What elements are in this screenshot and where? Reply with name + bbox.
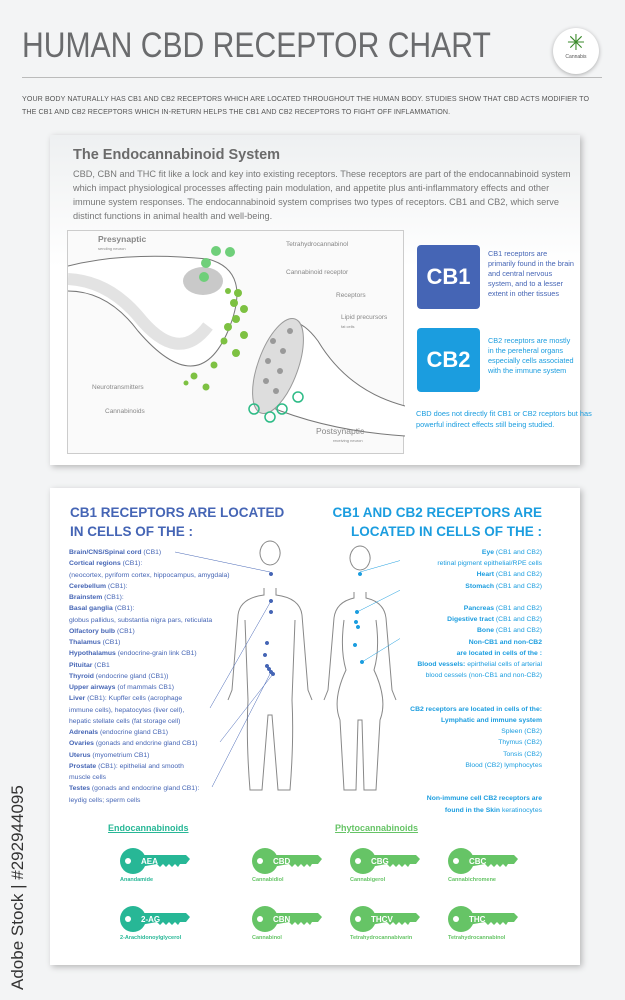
list-item: [360, 737, 542, 748]
cb2-description: CB2 receptors are mostly in the pereheral organs especially cells associated with the immune system: [488, 336, 574, 375]
spacer: [360, 681, 542, 692]
list-item: [360, 659, 542, 670]
list-item: [69, 772, 230, 783]
heading-line: CB1 RECEPTORS ARE LOCATED: [70, 505, 285, 520]
synapse-illustration: [68, 231, 405, 455]
list-item: [69, 581, 230, 592]
presynaptic-sublabel: sending neuron: [98, 246, 126, 251]
page-title: HUMAN CBD RECEPTOR CHART: [22, 26, 491, 65]
list-item: [69, 738, 230, 749]
list-item: [69, 693, 230, 704]
item-detail: (endocrine gland CB1): [98, 729, 168, 736]
list-item: [69, 558, 230, 569]
list-item: [360, 648, 542, 659]
key-name: Cannabigerol: [350, 877, 386, 883]
item-name: Digestive tract: [447, 616, 495, 624]
list-item: [360, 749, 542, 760]
item-detail: (CB1):: [112, 605, 135, 613]
item-name: Ovaries: [69, 740, 94, 748]
list-item: [360, 793, 542, 804]
key-item: [252, 906, 332, 941]
heading-line: IN CELLS OF THE :: [70, 524, 193, 539]
item-name: Cerebellum: [69, 582, 107, 590]
intro-text: YOUR BODY NATURALLY HAS CB1 AND CB2 RECEPTORS WHICH ARE LOCATED THROUGHOUT THE HUMAN BODY. STUDIES SHOW THAT CBD ACTS MODIFIER TO THE CB1 AND CB2 RECEPTORS WHICH IN-RETURN HELPS THE CB1 AND CB2 RECEPTORS TO FIGHT OFF INFLAMMATION.: [22, 94, 590, 116]
item-detail: (CB1 and CB2): [494, 549, 542, 556]
list-item: [69, 615, 230, 626]
list-item: [69, 570, 230, 581]
item-name: Cortical regions: [69, 560, 121, 568]
item-detail: (CB1 and CB2): [494, 616, 542, 624]
list-item: [360, 614, 542, 625]
receptors-label: Receptors: [336, 292, 366, 299]
item-name: Heart: [476, 571, 495, 579]
cb2-badge: CB2: [417, 328, 480, 392]
item-name: Thyroid: [69, 672, 94, 680]
neurotransmitters-label: Neurotransmitters: [92, 384, 144, 391]
item-detail: muscle cells: [69, 774, 107, 781]
cbd-note: CBD does not directly fit CB1 or CB2 rceptors but has powerful indirect effects still being studied.: [416, 409, 592, 429]
list-item: [69, 682, 230, 693]
list-item: [69, 671, 230, 682]
list-item: [69, 761, 230, 772]
item-detail: (CB1): epithelial and smooth: [96, 762, 184, 770]
item-name: Pancreas: [463, 605, 495, 612]
key-name: Tetrahydrocannabivarin: [350, 935, 413, 941]
lipid-sublabel: fat cells: [341, 324, 355, 329]
postsynaptic-sublabel: receiving neuron: [333, 438, 363, 443]
key-item: [448, 906, 528, 941]
item-name: Non-immune cell CB2 receptors are: [426, 795, 542, 803]
key-item: [448, 848, 528, 883]
item-name: Uterus: [69, 751, 91, 759]
key-icon: [252, 848, 324, 874]
cb1-location-heading: [70, 503, 284, 541]
item-name: Lymphatic and immune system: [441, 717, 542, 724]
item-detail: (CB1: [92, 661, 110, 669]
key-item: [252, 848, 332, 883]
item-detail: Tonsis (CB2): [503, 750, 542, 758]
list-item: [69, 547, 230, 558]
key-icon: [350, 848, 422, 874]
item-name: found in the Skin: [444, 806, 501, 814]
key-name: Anandamide: [120, 877, 154, 883]
cannabinoids-label: Cannabinoids: [105, 408, 145, 415]
list-item: [69, 795, 230, 806]
item-detail: (CB1): [141, 549, 162, 556]
cb1-cb2-location-list: [360, 547, 542, 816]
list-item: [360, 704, 542, 715]
list-item: [69, 603, 230, 614]
item-detail: (gonads and endcrine gland CB1): [93, 740, 198, 748]
spacer: [360, 771, 542, 782]
section-body: CBD, CBN and THC fit like a lock and key into existing receptors. These receptors are part of the endocannabinoid system which impact physiological processes affecting pain modulation, and appetite plus anti-inflammatory effects and other immune system responses. The endocannabinoid system comprises two types of receptors. CB1 and CB2, which serve distinct functions in animal health and well-being.: [73, 169, 571, 221]
key-item: [350, 906, 430, 941]
item-detail: globus pallidus, substantia nigra pars, reticulata: [69, 616, 213, 624]
item-detail: (CB1):: [120, 560, 143, 568]
item-name: Upper airways: [69, 684, 116, 691]
spacer: [360, 592, 542, 603]
list-item: [360, 558, 542, 569]
key-abbr: CBG: [371, 857, 389, 866]
section-title: The Endocannabinoid System: [73, 147, 281, 163]
item-detail: (CB1 and CB2): [494, 627, 542, 635]
divider: [22, 77, 602, 78]
item-detail: (neocortex, pyriform cortex, hippocampus, amygdala): [69, 571, 230, 579]
key-abbr: 2-AG: [141, 915, 161, 924]
key-icon: [448, 906, 520, 932]
item-name: Olfactory bulb: [69, 627, 116, 635]
heading-line: LOCATED IN CELLS OF THE :: [351, 524, 542, 539]
list-item: [69, 637, 230, 648]
phytocannabinoids-title: Phytocannabinoids: [335, 823, 419, 833]
list-item: [360, 760, 542, 771]
thc-label: Tetrahydrocannabinol: [286, 241, 349, 248]
key-icon: [120, 906, 192, 932]
endocannabinoids-title: Endocannabinoids: [108, 823, 189, 833]
item-name: Brainstem: [69, 594, 103, 601]
item-name: Eye: [481, 549, 495, 556]
key-item: [120, 906, 200, 941]
key-name: Tetrahydrocannabinol: [448, 935, 506, 941]
item-name: Hypothalamus: [69, 650, 116, 658]
item-detail: (myometrium CB1): [90, 751, 150, 759]
key-name: Cannabichromene: [448, 877, 496, 883]
item-name: Liver: [69, 695, 86, 703]
key-abbr: THC: [469, 915, 486, 924]
list-item: [360, 637, 542, 648]
list-item: [69, 660, 230, 671]
item-name: Non-CB1 and non-CB2: [468, 638, 542, 646]
item-name: Testes: [69, 785, 91, 793]
item-name: Blood vessels:: [417, 661, 466, 669]
item-detail: (CB1 and CB2): [494, 605, 542, 612]
item-detail: immune cells), hepatocytes (liver cell),: [69, 706, 185, 714]
cb1-description: CB1 receptors are primarily found in the brain and central nervous system, and to a lesser extent in other tissues: [488, 249, 574, 298]
item-detail: (CB1):: [106, 582, 128, 590]
list-item: [69, 648, 230, 659]
item-name: Brain/CNS/Spinal cord: [69, 549, 142, 556]
presynaptic-label: Presynaptic: [98, 234, 147, 244]
list-item: [69, 705, 230, 716]
watermark: Adobe Stock | #292944095: [8, 785, 27, 990]
item-detail: retinal pigment epithelial/RPE cells: [437, 560, 542, 568]
cannabinoid-receptor-label: Cannabinoid receptor: [286, 269, 349, 276]
item-detail: blood cessels (non-CB1 and non-CB2): [425, 672, 542, 680]
cb1-location-list: [69, 547, 230, 806]
list-item: [360, 715, 542, 726]
item-name: Bone: [477, 627, 495, 635]
list-item: [69, 626, 230, 637]
item-name: Stomach: [465, 582, 495, 590]
item-detail: (endocrine gland (CB1)): [93, 672, 169, 680]
key-name: Cannabidiol: [252, 877, 284, 883]
item-detail: (endocrine-grain link CB1): [115, 650, 197, 658]
synapse-diagram: [67, 230, 404, 454]
item-detail: epirthelial cells of arterial: [465, 661, 542, 669]
item-name: Pituitar: [69, 661, 93, 669]
key-name: Cannabinol: [252, 935, 282, 941]
list-item: [69, 727, 230, 738]
item-name: are located in cells of the :: [456, 649, 542, 657]
item-detail: (gonads and endocrine gland CB1):: [90, 785, 200, 793]
item-detail: (CB1): [115, 627, 135, 635]
item-detail: Blood (CB2) lymphocytes: [465, 761, 542, 769]
item-detail: (CB1 and CB2): [494, 582, 542, 590]
list-item: [360, 603, 542, 614]
item-detail: (of mammals CB1): [115, 684, 175, 691]
key-abbr: CBN: [273, 915, 291, 924]
list-item: [360, 625, 542, 636]
item-detail: (CB1): [100, 639, 121, 646]
item-detail: (CB1 and CB2): [494, 571, 542, 579]
list-item: [360, 581, 542, 592]
item-detail: leydig cells; sperm cells: [69, 796, 141, 804]
key-icon: [120, 848, 192, 874]
key-icon: [350, 906, 422, 932]
cannabis-leaf-icon: ✳: [566, 30, 586, 55]
list-item: [360, 726, 542, 737]
key-abbr: THCV: [371, 915, 393, 924]
item-name: Adrenals: [69, 729, 99, 736]
key-item: [120, 848, 200, 883]
item-name: Thalamus: [69, 639, 101, 646]
item-detail: Spleen (CB2): [501, 728, 542, 736]
item-name: Basal ganglia: [69, 605, 113, 613]
key-name: 2-Arachidonoylglycerol: [120, 935, 182, 941]
item-detail: (CB1): Kupffer cells (acrophage: [85, 695, 183, 703]
cb2-location-heading: [320, 503, 542, 541]
list-item: [360, 547, 542, 558]
item-detail: Thymus (CB2): [498, 739, 542, 747]
lipid-label: Lipid precursors: [341, 314, 388, 321]
spacer: [360, 782, 542, 793]
key-icon: [448, 848, 520, 874]
item-detail: (CB1):: [102, 594, 124, 601]
list-item: [360, 805, 542, 816]
list-item: [69, 783, 230, 794]
list-item: [69, 750, 230, 761]
item-detail: keratinocytes: [500, 806, 542, 814]
spacer: [360, 693, 542, 704]
item-name: CB2 receptors are located in cells of the:: [410, 705, 542, 713]
key-abbr: AEA: [141, 857, 158, 866]
cannabis-logo: [553, 28, 599, 74]
heading-line: CB1 AND CB2 RECEPTORS ARE: [332, 505, 542, 520]
list-item: [69, 592, 230, 603]
list-item: [360, 670, 542, 681]
item-name: Prostate: [69, 762, 97, 770]
key-abbr: CBD: [273, 857, 291, 866]
item-detail: hepatic stellate cells (fat storage cell): [69, 717, 181, 725]
cb1-badge: CB1: [417, 245, 480, 309]
logo-label: Cannabis: [565, 54, 587, 60]
key-item: [350, 848, 430, 883]
key-abbr: CBC: [469, 857, 487, 866]
male-figure: [228, 541, 312, 790]
list-item: [69, 716, 230, 727]
postsynaptic-label: Postsynaptic: [316, 426, 365, 436]
key-icon: [252, 906, 324, 932]
list-item: [360, 569, 542, 580]
